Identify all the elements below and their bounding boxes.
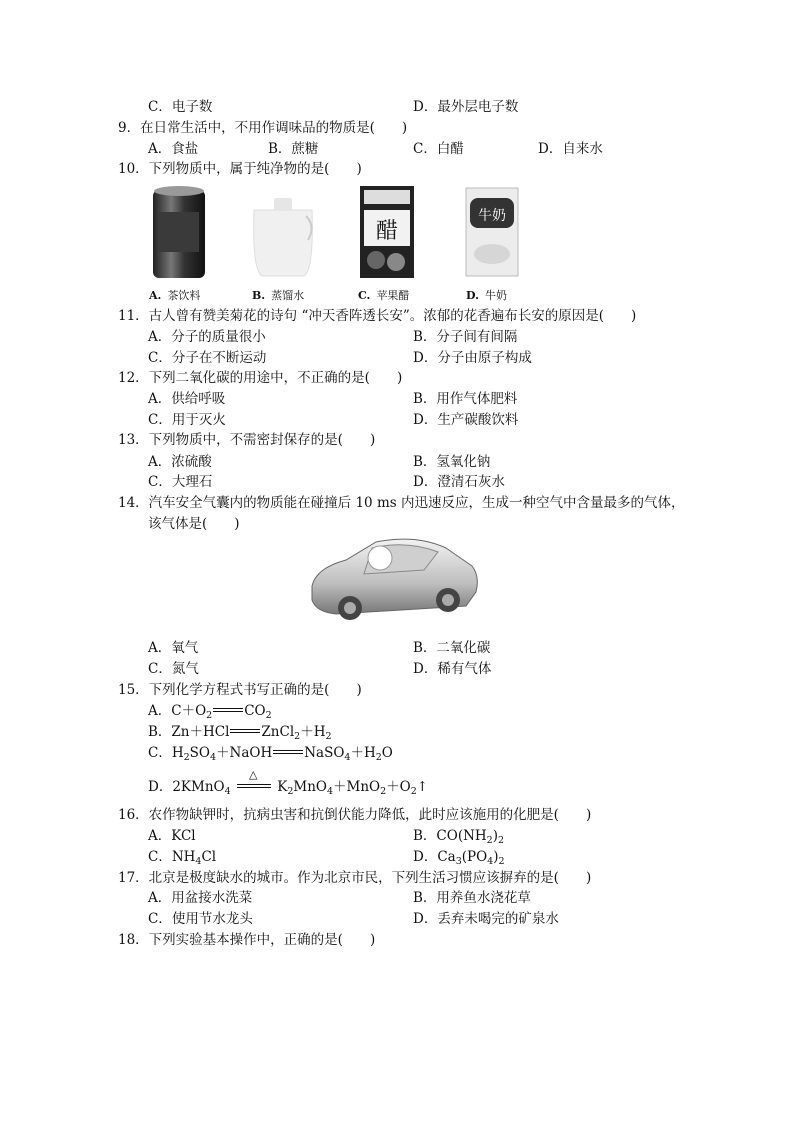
q14-option-b: B．二氧化碳: [413, 640, 491, 656]
q10-caption-a: A. 茶饮料: [149, 289, 201, 302]
q8-option-c: C．电子数: [148, 99, 213, 115]
q11-stem: 11．古人曾有赞美菊花的诗句 “冲天香阵透长安”。浓郁的花香遍布长安的原因是( ): [118, 308, 637, 324]
heat-triangle-icon: △: [248, 768, 258, 781]
q9-option-c: C．白醋: [413, 141, 464, 157]
q14-stem-line2: 该气体是( ): [148, 516, 240, 532]
q15-stem: 15．下列化学方程式书写正确的是( ): [118, 682, 362, 698]
q13-option-b: B．氢氧化钠: [413, 454, 491, 470]
q15-option-c: C．$H_2SO_4+NaOH$ $NaSO_4+H_2O$: [148, 745, 393, 763]
q9-option-b: B．蔗糖: [268, 141, 319, 157]
car-airbag-icon: [306, 530, 482, 626]
q14-option-c: C．氮气: [148, 661, 199, 677]
q16-option-b: B．$CO(NH_2)_2$: [413, 828, 505, 846]
q15-option-b: B．Zn＋HCl $ZnCl_2+H_2$: [148, 724, 332, 742]
q9-stem: 9．在日常生活中，不用作调味品的物质是( ): [118, 120, 408, 136]
q18-stem: 18．下列实验基本操作中，正确的是( ): [118, 932, 376, 948]
q10-caption-b: B. 蒸馏水: [252, 289, 305, 302]
q16-option-a: A．KCl: [148, 828, 196, 844]
q12-option-a: A．供给呼吸: [148, 391, 226, 407]
q13-option-d: D．澄清石灰水: [413, 474, 505, 490]
q17-option-b: B．用养鱼水浇花草: [413, 890, 531, 906]
q11-option-c: C．分子在不断运动: [148, 350, 267, 366]
q10-caption-c: C. 苹果醋: [358, 289, 410, 302]
q13-stem: 13．下列物质中，不需密封保存的是( ): [118, 432, 376, 448]
milk-carton-icon: [462, 184, 522, 280]
q13-option-c: C．大理石: [148, 474, 213, 490]
carton-c-text: 醋: [375, 219, 399, 244]
q12-option-c: C．用于灭火: [148, 412, 226, 428]
can-icon: [145, 182, 215, 282]
q11-option-a: A．分子的质量很小: [148, 329, 266, 345]
q16-option-d: D．$Ca_3(PO_4)_2$: [413, 849, 505, 867]
q9-option-d: D．自来水: [538, 141, 603, 157]
q14-stem-line1: 14．汽车安全气囊内的物质能在碰撞后 10 ms 内迅速反应，生成一种空气中含量最多的气体，: [118, 495, 685, 511]
q9-option-a: A．食盐: [148, 141, 199, 157]
q13-option-a: A．浓硫酸: [148, 454, 212, 470]
q14-option-d: D．稀有气体: [413, 661, 492, 677]
q15-option-d: D．2KMnO$_4$ △ $K_2MnO_4+MnO_2+O_2↑$: [148, 768, 429, 797]
q12-option-d: D．生产碳酸饮料: [413, 412, 519, 428]
q12-option-b: B．用作气体肥料: [413, 391, 518, 407]
q10-stem: 10．下列物质中，属于纯净物的是( ): [118, 161, 362, 177]
q11-option-b: B．分子间有间隔: [413, 329, 518, 345]
q17-stem: 17．北京是极度缺水的城市。作为北京市民，下列生活习惯应该摒弃的是( ): [118, 870, 592, 886]
q17-option-d: D．丢弃未喝完的矿泉水: [413, 911, 559, 927]
q16-stem: 16．农作物缺钾时，抗病虫害和抗倒伏能力降低，此时应该施用的化肥是( ): [118, 807, 592, 823]
q17-option-a: A．用盆接水洗菜: [148, 890, 253, 906]
q15-option-a: A．$C+O_2$ $CO_2$: [148, 703, 272, 721]
q14-option-a: A．氧气: [148, 640, 199, 656]
vinegar-carton-icon: [356, 182, 418, 282]
q11-option-d: D．分子由原子构成: [413, 350, 532, 366]
q8-option-d: D．最外层电子数: [413, 99, 519, 115]
q16-option-c: C．$NH_4Cl$: [148, 849, 217, 867]
carton-d-text: 牛奶: [478, 208, 506, 224]
q10-caption-d: D. 牛奶: [466, 289, 507, 302]
q17-option-c: C．使用节水龙头: [148, 911, 253, 927]
bottle-icon: [248, 196, 318, 282]
q12-stem: 12．下列二氧化碳的用途中，不正确的是( ): [118, 370, 403, 386]
